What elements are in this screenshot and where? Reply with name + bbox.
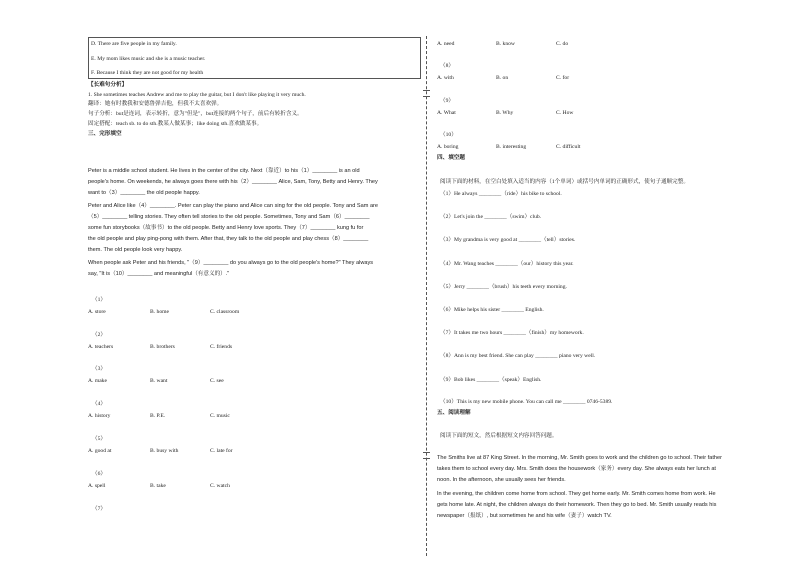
reading-line: noon. In the afternoon, she usually sees her friends. [437,477,566,483]
choice-a[interactable]: A. need [437,41,455,47]
fill-item: （9）Bob likes ________（speak）English. [440,377,542,383]
choice-a[interactable]: A. teachers [88,344,114,350]
binding-divider [426,36,427,556]
choice-c[interactable]: C. difficult [556,144,581,150]
choice-b[interactable]: B. home [150,309,169,315]
section-reading-heading: 五、阅读理解 [437,410,471,416]
cloze-paragraph-line: want to（3）________ the old people happy. [88,190,200,196]
question-number: （6） [92,471,106,477]
fill-item: （8）Ann is my best friend. She can play ________ piano very well. [440,353,596,359]
question-number: （5） [92,436,106,442]
binding-mark [423,90,430,91]
fill-item: （3）My grandma is very good at ________（tell）stories. [440,237,576,243]
question-number: （4） [92,401,106,407]
reading-line: The Smiths live at 87 King Street. In the morning, Mr. Smith goes to work and the children go to school. Their father [437,455,723,461]
question-number: （8） [440,63,454,69]
choice-b[interactable]: B. busy with [150,448,179,454]
fill-item: （4）Mr. Wang teaches ________（our）history this year. [440,261,574,267]
reading-line: takes them to school every day. Mrs. Smith does the housework（家务）every day. She always eats her lunch at [437,466,716,472]
fill-item: （6）Mike helps his sister ________ English. [440,307,544,313]
choice-c[interactable]: C. classroom [210,309,240,315]
long-sentence-heading: 【长难句分析】 [88,82,128,88]
choice-a[interactable]: A. history [88,413,111,419]
fill-instruction: 阅读下面的材料，在空白处填入适当的内容（1个单词）或括号内单词的正确形式，使句子通顺完整。 [440,179,689,185]
fill-item: （1）He always ________（ride）his bike to school. [440,191,562,197]
choice-c[interactable]: C. music [210,413,230,419]
option-d: D. There are five people in my family. [91,41,177,47]
choice-b[interactable]: B. P.E. [150,413,166,419]
cloze-paragraph-line: When people ask Peter and his friends, "（9）________ do you always go to the old people's home?" They always [88,260,374,266]
choice-c[interactable]: C. watch [210,483,230,489]
choice-c[interactable]: C. see [210,378,224,384]
cloze-paragraph-line: Peter and Alice like（4）________. Peter can play the piano and Alice can sing for the old people. Tony and Sam are [88,203,379,209]
choice-c[interactable]: C. How [556,110,574,116]
choice-b[interactable]: B. want [150,378,168,384]
choice-a[interactable]: A. good at [88,448,112,454]
choice-b[interactable]: B. Why [496,110,514,116]
binding-mark [423,458,430,459]
question-number: （2） [92,332,106,338]
cloze-paragraph-line: say, "It is（10）________ and meaningful（有意义的）." [88,271,230,277]
cloze-paragraph-line: the old people and play ping-pong with them. After that, they talk to the old people and play chess（8）________ [88,236,369,242]
choice-a[interactable]: A. make [88,378,107,384]
analysis-translation: 翻译：她有时教我和安德鲁弹吉他，但我不太喜欢弹。 [88,101,223,107]
choice-b[interactable]: B. on [496,75,509,81]
fill-item: （2）Let's join the ________（swim）club. [440,214,542,220]
question-number: （9） [440,98,454,104]
question-number: （7） [92,506,106,512]
cloze-paragraph-line: people's home. On weekends, he always goes there with his（2）________ Alice, Sam, Tony, Betty and Henry. They [88,179,378,185]
choice-a[interactable]: A. boring [437,144,459,150]
choice-c[interactable]: C. late for [210,448,233,454]
cloze-paragraph-line: some fun storybooks（故事书）to the old people. Betty and Henry love sports. They（7）________ kung fu for [88,225,364,231]
option-e: E. My mom likes music and she is a music teacher. [91,56,206,62]
choice-c[interactable]: C. for [556,75,570,81]
fill-item: （5）Jerry ________（brush）his teeth every morning. [440,284,567,290]
question-number: （1） [92,297,106,303]
fill-item: （7）It takes me two hours ________（finish）my homework. [440,330,584,336]
choice-b[interactable]: B. know [496,41,515,47]
analysis-sentence: 1. She sometimes teaches Andrew and me to play the guitar, but I don't like playing it very much. [88,92,306,98]
binding-mark [423,96,430,97]
cloze-paragraph-line: （5）________ telling stories. They often tell stories to the old people. Sometimes, Tony and Sam（6）________ [88,214,370,220]
reading-instruction: 阅读下面的短文，然后根据短文内容回答问题。 [440,433,558,439]
binding-mark [423,452,430,453]
choice-c[interactable]: C. do [556,41,569,47]
question-number: （3） [92,366,106,372]
option-f: F. Because I think they are not good for my health [91,70,204,76]
choice-a[interactable]: A. store [88,309,106,315]
question-number: （10） [440,132,457,138]
choice-a[interactable]: A. What [437,110,456,116]
cloze-paragraph-line: them. The old people look very happy. [88,247,183,253]
section-cloze-heading: 三、完形填空 [88,131,122,137]
cloze-paragraph-line: Peter is a middle school student. He lives in the center of the city. Next（靠近）to his（1）________ is an old [88,168,360,174]
choice-c[interactable]: C. friends [210,344,233,350]
choice-a[interactable]: A. with [437,75,454,81]
fill-item: （10）This is my new mobile phone. You can call me ________ 0746-5389. [440,399,613,405]
choice-b[interactable]: B. interesting [496,144,527,150]
reading-line: gets home late. At night, the children always do their homework. Then they go to bed. Mr. Smith usually reads his [437,502,717,508]
section-fill-heading: 四、填空题 [437,155,465,161]
reading-line: newspaper（报纸）, but sometimes he and his wife（妻子）watch TV. [437,513,612,519]
analysis-grammar: 句子分析：but是连词，表示转折，意为"但是"，but连接的两个句子，前后有转折含义。 [88,111,303,117]
choice-b[interactable]: B. brothers [150,344,175,350]
reading-line: In the evening, the children come home from school. They get home early. Mr. Smith comes home from work. He [437,491,716,497]
choice-b[interactable]: B. take [150,483,166,489]
analysis-phrases: 固定搭配：teach sb. to do sth.教某人做某事；like doing sth.喜欢做某事。 [88,121,263,127]
choice-a[interactable]: A. spell [88,483,106,489]
